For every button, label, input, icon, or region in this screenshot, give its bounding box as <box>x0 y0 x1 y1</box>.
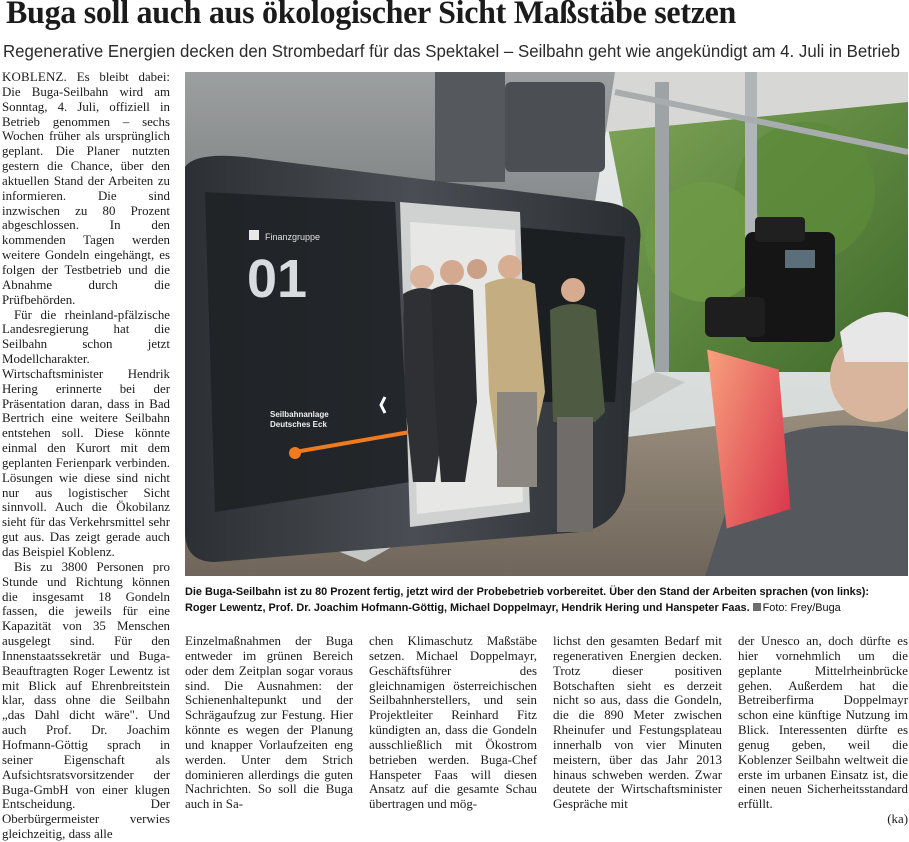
press-photo <box>185 72 908 576</box>
paragraph-3: Bis zu 3800 Personen pro Stunde und Richtung können die insgesamt 18 Gondeln fassen, die jeweils für eine Kapazität von 35 Menschen ausgelegt sind. Für den Innenstaatssekretär und Buga-Beauftragten Roger Lewentz ist mit Blick auf Ehrenbreitstein klar, dass ohne die Seilbahn „das Dahl dicht wäre". Und auch Prof. Dr. Joachim Hofmann-Göttig sprach in seiner Eigenschaft als Aufsichtsratsvorsitzender der Buga-GmbH von einer klugen Entscheidung. Der Oberbürgermeister verwies gleichzeitig, dass alle <box>2 559 170 842</box>
column-3-text: chen Klimaschutz Maßstäbe setzen. Michael Doppelmayr, Geschäftsführer des gleichnamigen österreichischen Seilbahnherstellers, und sein Projektleiter Reinhard Fitz kündigten an, dass die Gondeln ausschließlich mit Ökostrom betrieben werden. Buga-Chef Hanspeter Faas will diesen Ansatz auf die gesamte Schau übertragen und mög- <box>369 634 537 812</box>
paragraph-1 <box>2 70 170 308</box>
subheadline: Regenerative Energien decken den Strombedarf für das Spektakel – Seilbahn geht wie angekündigt am 4. Juli in Betrieb <box>3 41 901 61</box>
paragraph-1-text: Es bleibt dabei: Die Buga-Seilbahn wird am Sonntag, 4. Juli, offiziell in Betrieb genommen – sechs Wochen früher als ursprünglich geplant. Die Planer nutzten gestern die Chance, über den aktuellen Stand der Arbeiten zu informieren. Die sind inzwischen zu 80 Prozent abgeschlossen. In den kommenden Tagen werden weitere Gondeln eingehängt, es folgen der Testbetrieb und die Abnahme durch die Prüfbehörden. <box>2 70 170 307</box>
author-signature: (ka) <box>887 812 908 827</box>
column-5-text: der Unesco an, doch dürfte es hier vornehmlich um die geplante Mittelrheinbrücke gehen. Außerdem hat die Betreiberfirma Doppelmayr schon eine künftige Nutzung im Blick. Interessenten dürfte es genug geben, weil die Koblenzer Seilbahn weltweit die erste im urbanen Einsatz ist, die einen neuen Sicherheitsstandard erfüllt. <box>738 634 908 812</box>
caption-line-2-text: Roger Lewentz, Prof. Dr. Joachim Hofmann-Göttig, Michael Doppelmayr, Hendrik Hering und Hanspeter Faas. <box>185 601 750 614</box>
dateline: KOBLENZ. <box>2 70 67 84</box>
sparkasse-logo <box>249 230 259 240</box>
caption-line-1: Die Buga-Seilbahn ist zu 80 Prozent fertig, jetzt wird der Probebetrieb vorbereitet. Über den Stand der Arbeiten sprachen (von links): <box>185 586 870 598</box>
paragraph-2: Für die rheinland-pfälzische Landesregierung hat die Seilbahn schon jetzt Modellcharakter. Wirtschaftsminister Hendrik Hering erinnerte bei der Präsentation daran, dass in Bad Bertrich eine weitere Seilbahn entstehen soll. Diese könnte einmal den Kurort mit dem geplanten Ferienpark verbinden. Lösungen wie diese sind nicht nur aus logistischer Sicht sinnvoll. Auch die Ökobilanz sieht für das Verkehrsmittel sehr gut aus. Das zeigt gerade auch das Beispiel Koblenz. <box>2 307 170 559</box>
gondola-sign-line-2: Deutsches Eck <box>270 420 327 429</box>
gondola-number: 01 <box>247 249 308 309</box>
article-column-1 <box>2 70 170 842</box>
headline: Buga soll auch aus ökologischer Sicht Maßstäbe setzen <box>6 0 737 31</box>
gondola-sign-line-1: Seilbahnanlage <box>270 410 329 419</box>
caption-line-2 <box>185 601 908 617</box>
article-column-2 <box>185 634 353 812</box>
square-bullet-icon <box>753 603 761 611</box>
photo-gondola-scene <box>185 72 908 576</box>
column-2-text: Einzelmaßnahmen der Buga entweder im grünen Bereich oder dem Zeitplan sogar voraus sind. Die Ausnahmen: der Schienenhaltepunkt und der Schrägaufzug zur Festung. Hier könnte es wegen der Planung und knapper Vorlaufzeiten eng werden. Unter dem Strich dominieren allerdings die guten Nachrichten. So soll die Buga auch in Sa- <box>185 634 353 812</box>
brand-text: Finanzgruppe <box>265 232 321 242</box>
article-column-3 <box>369 634 537 812</box>
photo-caption <box>185 585 908 616</box>
column-4-text: lichst den gesamten Bedarf mit regenerativen Energien decken. Trotz dieser positiven Botschaften sieht es derzeit nicht so aus, dass die Gondeln, die die 890 Meter zwischen Rheinufer und Festungsplateau innerhalb von vier Minuten meistern, über das Jahr 2013 hinaus schweben werden. Zwar deutete der Wirtschaftsminister Gespräche mit <box>553 634 722 812</box>
article-column-5 <box>738 634 908 827</box>
article-column-4 <box>553 634 722 812</box>
photo-credit: Foto: Frey/Buga <box>762 601 841 614</box>
